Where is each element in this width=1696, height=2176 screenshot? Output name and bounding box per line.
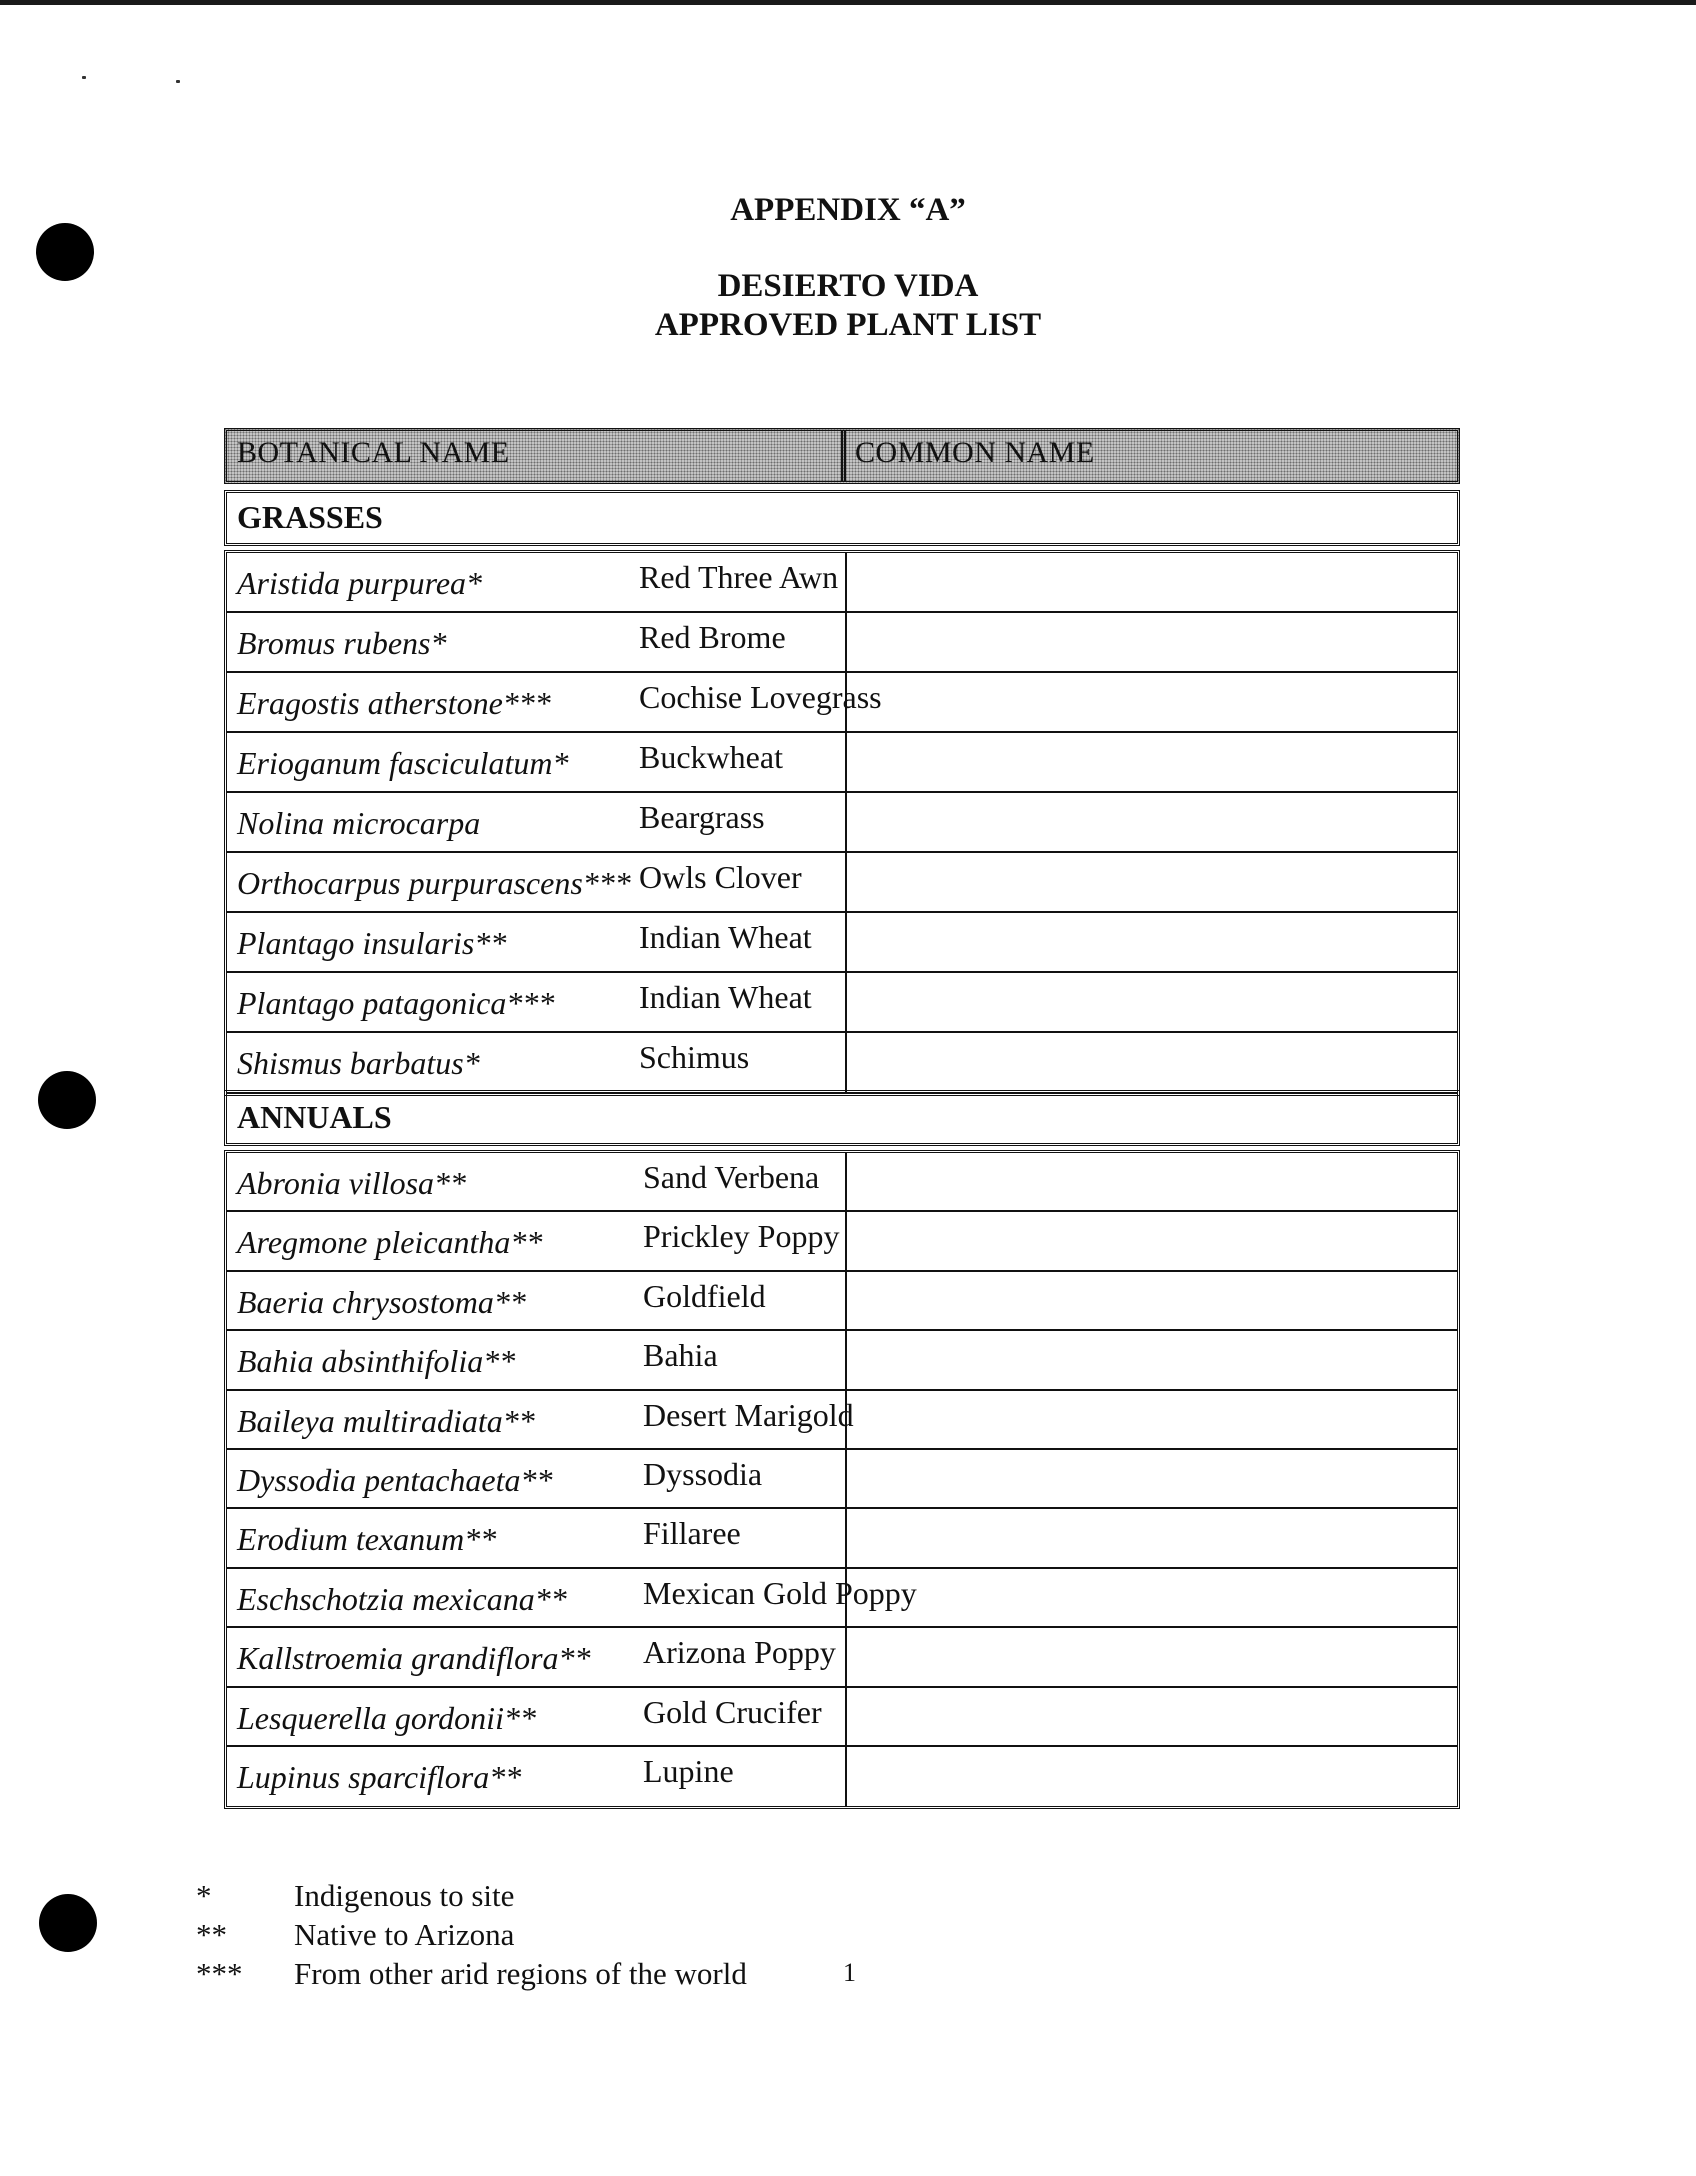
table-row <box>227 1747 1457 1806</box>
scan-speck <box>82 76 86 79</box>
legend-meaning: Indigenous to site <box>294 1878 515 1913</box>
botanical-name-cell: Plantago patagonica*** <box>237 985 555 1021</box>
botanical-name-cell: Bahia absinthifolia** <box>237 1343 516 1380</box>
column-header-botanical-name: BOTANICAL NAME <box>237 436 510 469</box>
common-name-cell: Schimus <box>639 1039 750 1075</box>
punch-hole-middle <box>38 1071 96 1129</box>
column-header-common-name: COMMON NAME <box>855 436 1095 469</box>
appendix-heading: APPENDIX “A” <box>730 192 966 228</box>
table-row <box>227 913 1457 973</box>
botanical-name-cell: Erioganum fasciculatum* <box>237 745 569 781</box>
common-name-cell: Fillaree <box>643 1515 741 1552</box>
plant-list-title: APPROVED PLANT LIST <box>654 307 1042 343</box>
botanical-name-cell: Shismus barbatus* <box>237 1045 480 1081</box>
scan-top-edge <box>0 0 1696 5</box>
section-body-annuals <box>224 1150 1460 1809</box>
botanical-name-cell: Orthocarpus purpurascens*** <box>237 865 631 901</box>
page-number: 1 <box>843 1958 856 1987</box>
table-row <box>227 793 1457 853</box>
common-name-cell: Red Three Awn <box>639 559 839 595</box>
legend-symbol: ** <box>196 1917 227 1952</box>
table-row <box>227 1509 1457 1568</box>
table-row <box>227 1688 1457 1747</box>
table-row <box>227 1212 1457 1271</box>
common-name-cell: Indian Wheat <box>639 919 812 955</box>
botanical-name-cell: Eragostis atherstone*** <box>237 685 551 721</box>
common-name-cell: Arizona Poppy <box>643 1634 836 1671</box>
table-row <box>227 1033 1457 1093</box>
table-row <box>227 973 1457 1033</box>
approved-plant-table <box>224 428 1460 1806</box>
botanical-name-cell: Eschschotzia mexicana** <box>237 1580 567 1617</box>
common-name-cell: Red Brome <box>639 619 786 655</box>
table-row <box>227 1450 1457 1509</box>
legend-symbol: * <box>196 1878 212 1913</box>
common-name-cell: Goldfield <box>643 1277 766 1314</box>
project-name: DESIERTO VIDA <box>717 268 979 304</box>
section-header-grasses <box>224 490 1460 546</box>
section-header-annuals <box>224 1090 1460 1146</box>
botanical-name-cell: Abronia villosa** <box>237 1165 467 1201</box>
common-name-cell: Bahia <box>643 1337 718 1374</box>
table-row <box>227 613 1457 673</box>
botanical-name-cell: Erodium texanum** <box>237 1521 497 1558</box>
legend-meaning: From other arid regions of the world <box>294 1956 747 1991</box>
botanical-name-cell: Lesquerella gordonii** <box>237 1699 536 1736</box>
common-name-cell: Gold Crucifer <box>643 1693 822 1730</box>
common-name-cell: Mexican Gold Poppy <box>643 1574 917 1611</box>
common-name-cell: Prickley Poppy <box>643 1218 840 1255</box>
botanical-name-cell: Nolina microcarpa <box>237 805 481 841</box>
botanical-name-cell: Baileya multiradiata** <box>237 1402 535 1439</box>
common-name-cell: Sand Verbena <box>643 1159 820 1195</box>
table-row <box>227 553 1457 613</box>
common-name-cell: Beargrass <box>639 799 765 835</box>
table-row <box>227 1628 1457 1687</box>
table-row <box>227 1331 1457 1390</box>
table-row <box>227 733 1457 793</box>
scan-speck <box>176 80 180 83</box>
common-name-cell: Desert Marigold <box>643 1396 854 1433</box>
section-body-grasses <box>224 550 1460 1096</box>
common-name-cell: Dyssodia <box>643 1456 763 1492</box>
table-row <box>227 1153 1457 1212</box>
botanical-name-cell: Kallstroemia grandiflora** <box>237 1640 591 1677</box>
botanical-name-cell: Baeria chrysostoma** <box>237 1283 526 1320</box>
common-name-cell: Cochise Lovegrass <box>639 679 882 715</box>
table-header-row <box>224 428 1460 484</box>
table-row <box>227 673 1457 733</box>
section-label-grasses: GRASSES <box>237 499 383 535</box>
botanical-name-cell: Aregmone pleicantha** <box>237 1224 543 1261</box>
botanical-name-cell: Lupinus sparciflora** <box>237 1759 522 1795</box>
botanical-name-cell: Plantago insularis** <box>237 925 507 961</box>
table-row <box>227 1272 1457 1331</box>
punch-hole-bottom <box>39 1894 97 1952</box>
legend-symbol: *** <box>196 1956 243 1991</box>
botanical-name-cell: Aristida purpurea* <box>237 565 483 601</box>
common-name-cell: Owls Clover <box>639 859 802 895</box>
botanical-name-cell: Bromus rubens* <box>237 625 447 661</box>
common-name-cell: Lupine <box>643 1753 734 1789</box>
botanical-name-cell: Dyssodia pentachaeta** <box>237 1462 553 1498</box>
section-label-annuals: ANNUALS <box>237 1099 392 1135</box>
table-row <box>227 853 1457 913</box>
table-row <box>227 1569 1457 1628</box>
legend-meaning: Native to Arizona <box>294 1917 515 1952</box>
table-row <box>227 1391 1457 1450</box>
common-name-cell: Buckwheat <box>639 739 783 775</box>
common-name-cell: Indian Wheat <box>639 979 812 1015</box>
